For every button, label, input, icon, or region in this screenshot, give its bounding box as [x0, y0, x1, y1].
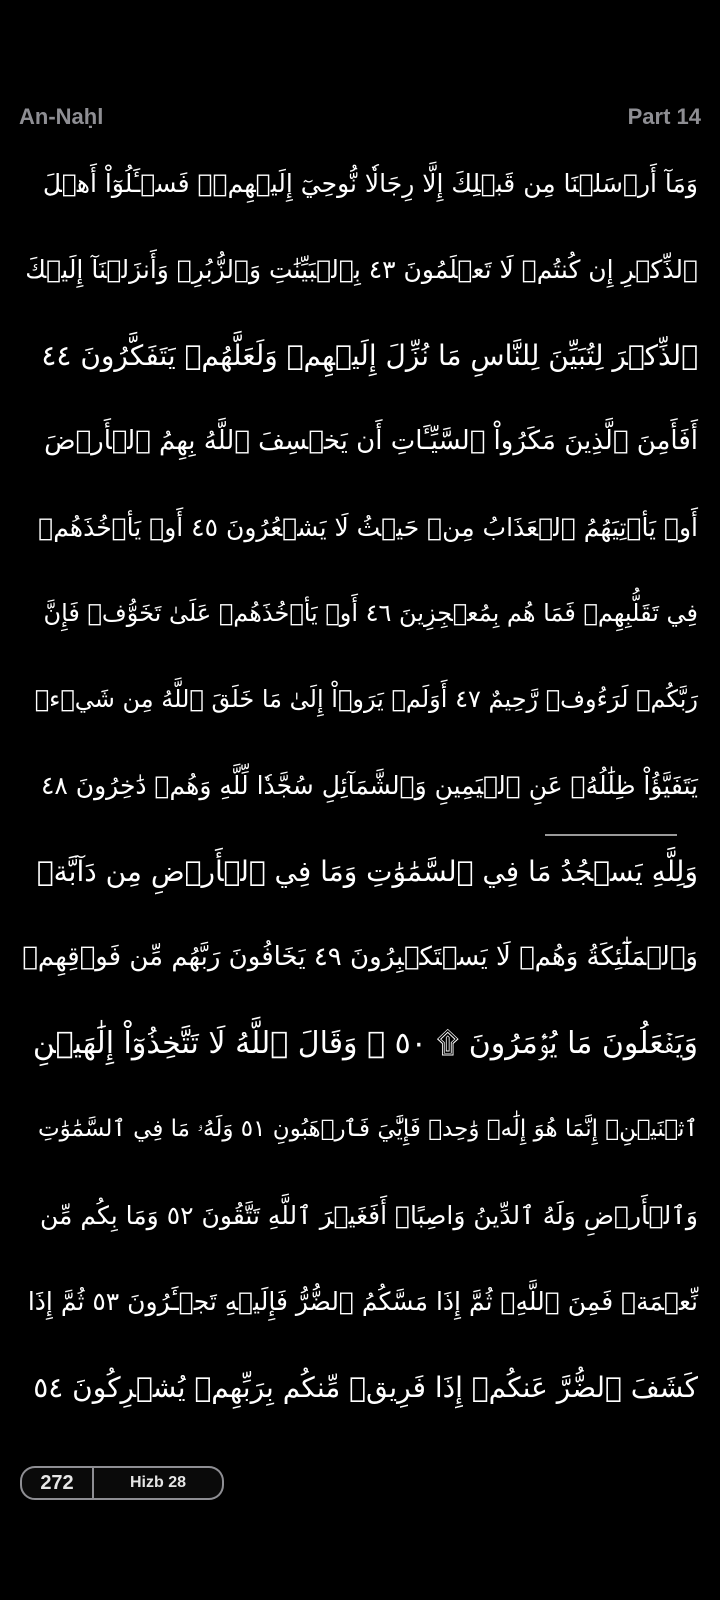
verse-line-8[interactable]: يَتَفَيَّؤُاْ ظِلَٰلُهُۥ عَنِ ٱلۡيَمِينِ وَٱلشَّمَآئِلِ سُجَّدٗا لِّلَّهِ وَهُمۡ دَٰخِرُونَ ٤٨ [40, 770, 698, 800]
verse-line-12[interactable]: ٱثۡنَيۡنِۖ إِنَّمَا هُوَ إِلَٰهٞ وَٰحِدٞ فَإِيَّٰيَ فَٱرۡهَبُونِ ٥١ وَلَهُۥ مَا فِي ٱلسَّمَٰوَٰتِ [38, 1116, 698, 1142]
verse-line-15[interactable]: كَشَفَ ٱلضُّرَّ عَنكُمۡ إِذَا فَرِيقٞ مِّنكُم بِرَبِّهِمۡ يُشۡرِكُونَ ٥٤ [33, 1370, 698, 1404]
verse-line-14[interactable]: نِّعۡمَةٖ فَمِنَ ٱللَّهِۖ ثُمَّ إِذَا مَسَّكُمُ ٱلضُّرُّ فَإِلَيۡهِ تَجۡـَٔرُونَ ٥٣ ثُمَّ إِذَا [27, 1286, 698, 1316]
page-header [19, 100, 701, 134]
verse-line-4[interactable]: أَفَأَمِنَ ٱلَّذِينَ مَكَرُواْ ٱلسَّيِّـَٔاتِ أَن يَخۡسِفَ ٱللَّهُ بِهِمُ ٱلۡأَرۡضَ [44, 426, 698, 456]
verse-line-2[interactable]: ٱلذِّكۡرِ إِن كُنتُمۡ لَا تَعۡلَمُونَ ٤٣ بِٱلۡبَيِّنَٰتِ وَٱلزُّبُرِۗ وَأَنزَلۡنَآ إِلَيۡكَ [25, 254, 698, 284]
verse-line-10[interactable]: وَٱلۡمَلَٰٓئِكَةُ وَهُمۡ لَا يَسۡتَكۡبِرُونَ ٤٩ يَخَافُونَ رَبَّهُم مِّن فَوۡقِهِمۡ [22, 942, 698, 972]
part-label[interactable]: Part 14 [627, 104, 701, 129]
verse-line-3[interactable]: ٱلذِّكۡرَ لِتُبَيِّنَ لِلنَّاسِ مَا نُزِّلَ إِلَيۡهِمۡ وَلَعَلَّهُمۡ يَتَفَكَّرُونَ ٤٤ [41, 338, 698, 372]
verse-line-11[interactable]: وَيَفۡعَلُونَ مَا يُؤۡمَرُونَ ۩ ٥٠ ۞ وَقَالَ ٱللَّهُ لَا تَتَّخِذُوٓاْ إِلَٰهَيۡنِ [32, 1025, 698, 1061]
verse-line-13[interactable]: وَٱلۡأَرۡضِ وَلَهُ ٱلدِّينُ وَاصِبًاۚ أَفَغَيۡرَ ٱللَّهِ تَتَّقُونَ ٥٢ وَمَا بِكُم مِّن [39, 1200, 698, 1230]
verse-line-6[interactable]: فِي تَقَلُّبِهِمۡ فَمَا هُم بِمُعۡجِزِينَ ٤٦ أَوۡ يَأۡخُذَهُمۡ عَلَىٰ تَخَوُّفٖ فَإِنَّ [43, 599, 698, 627]
page-footer [20, 1466, 224, 1500]
verse-line-9[interactable]: وَلِلَّهِ يَسۡجُدُ مَا فِي ٱلسَّمَٰوَٰتِ وَمَا فِي ٱلۡأَرۡضِ مِن دَآبَّةٖ [36, 854, 698, 888]
verse-line-5[interactable]: أَوۡ يَأۡتِيَهُمُ ٱلۡعَذَابُ مِنۡ حَيۡثُ لَا يَشۡعُرُونَ ٤٥ أَوۡ يَأۡخُذَهُمۡ [38, 512, 698, 542]
hizb-badge[interactable]: Hizb 28 [94, 1466, 224, 1500]
rub-divider-line [545, 834, 677, 836]
verse-line-7[interactable]: رَبَّكُمۡ لَرَءُوفٞ رَّحِيمٌ ٤٧ أَوَلَمۡ يَرَوۡاْ إِلَىٰ مَا خَلَقَ ٱللَّهُ مِن شَيۡءٖ [34, 685, 698, 713]
page-number-badge[interactable]: 272 [20, 1466, 94, 1500]
surah-name[interactable]: An-Naḥl [19, 104, 104, 129]
quran-page-text[interactable] [22, 140, 698, 1430]
verse-line-1[interactable]: وَمَآ أَرۡسَلۡنَا مِن قَبۡلِكَ إِلَّا رِجَالٗا نُّوحِيٓ إِلَيۡهِمۡۚ فَسۡـَٔلُوٓاْ أَهۡلَ [42, 168, 698, 198]
